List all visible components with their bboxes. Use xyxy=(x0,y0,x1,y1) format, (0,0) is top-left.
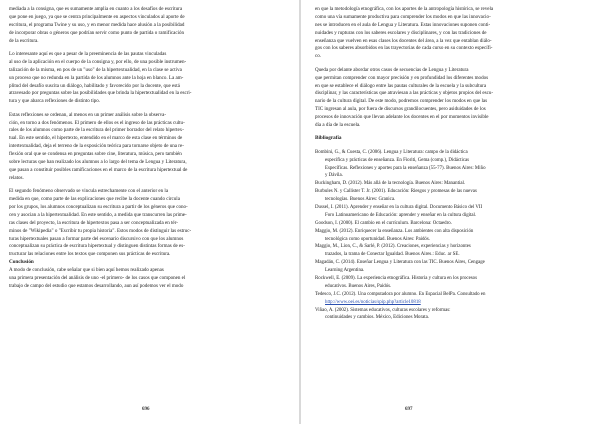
body-line: Estas reflexiones se ordenan, al menos en un primer análisis sobre la observa- xyxy=(9,111,167,118)
body-line: tura y que abarca reflexiones de distinto tipo. xyxy=(9,98,101,105)
bibliography-heading: Bibliografía xyxy=(315,135,342,142)
reference-line: Rockwell, E. (2009). La experiencia etnográfica. Historia y cultura en los procesos xyxy=(315,276,478,281)
body-line: ras clases del proyecto, la escritura de hipertextos pasa a ser conceptualizada en tér- xyxy=(9,219,178,226)
body-line: por los grupos, los alumnos conceptualizan su escritura a partir de los géneros que cono- xyxy=(9,203,188,210)
body-line: que pone en juego, ya que se centra principalmente en aspectos vinculados al aporte de xyxy=(9,13,185,20)
body-line: de incorporar obras o géneros que podrían servir como punto de partida o ramificación xyxy=(9,29,185,36)
reference-line: Burbules N. y Callister T. Jr. (2001). Educación: Riesgos y promesas de las nuevas xyxy=(315,189,477,195)
body-line: El segundo fenómeno observado se vincula estrechamente con el anterior en la xyxy=(9,188,169,195)
body-line: tual. En este sentido, el hipertexto, entendido en el marco de esta clase en términos de xyxy=(9,135,183,142)
body-line: A modo de conclusión, cabe señalar que si bien aquí hemos realizado apenas xyxy=(9,267,164,274)
reference-line: tecnologías. Buenos Aires: Granica. xyxy=(325,197,396,203)
reference-line: Maggio, M. (2012). Enriquecer la enseñanza. Los ambientes con alta disposición xyxy=(315,228,474,234)
reference-line: y Dávila. xyxy=(325,173,343,179)
reference-line: Foro Latinoamericano de Educación: aprender y enseñar en la cultura digital. xyxy=(325,212,477,218)
body-line: flexión oral que se condensa en preguntas sobre cine, literatura, música, pero también xyxy=(9,151,182,158)
body-line: minos de "Wikipedia" o "Escribir tu propia historia". Estos modos de distinguir las estruc- xyxy=(9,227,192,234)
right-page xyxy=(301,0,600,424)
page-number: 697 xyxy=(405,407,413,412)
reference-line: trazados, la trama de Conectar Igualdad. Buenos Aires.: Educ. ar SE. xyxy=(325,252,460,258)
body-line: como una vía sumamente productiva para comprender los modos en que las innovacio- xyxy=(315,13,491,20)
left-page xyxy=(0,0,299,424)
body-line: de la escritura. xyxy=(9,37,39,44)
body-line: mediada a la consigna, que es sumamente amplia en cuanto a los desafíos de escritura xyxy=(9,6,183,12)
reference-line: Tedesco, J.C. (2012). Una computadora por alumno. En Espacial BelPa. Consultado en xyxy=(315,291,486,297)
body-line: gos con los saberes absorbidos en las trayectorias de cada curso en su contexto específi- xyxy=(315,45,493,52)
reference-line: Learning Argentina. xyxy=(325,268,365,274)
body-line: procesos de innovación que llevan adelante los docentes en el por momentos invisible xyxy=(315,114,489,121)
body-line: medida en que, como parte de las explicaciones que recibe la docente cuando circula xyxy=(9,196,180,203)
body-line: día a día de la escuela. xyxy=(315,121,361,128)
body-line: talización de la misma, en pos de un "uso" de la hipertextualidad, en la clase se activa xyxy=(9,66,182,73)
body-line: nes se introducen en el aula de Lengua y Literatura. Estas innovaciones suponen conti- xyxy=(315,21,491,28)
body-line: que permitan comprender con mayor precisión y en profundidad los diferentes modos xyxy=(315,74,489,81)
body-line: disciplinar, y las características que atraviesan a las prácticas y objetos propios del escu- xyxy=(315,90,494,97)
reference-line: Maggio, M., Lion, C., & Sarlé, P. (2012). Creaciones, experiencias y horizontes xyxy=(315,244,471,250)
reference-line: Magadán, C. (2014). Enseñar Lengua y Literatura con las TIC. Buenos Aires, Cengage xyxy=(315,260,485,266)
body-line: trabajo de campo del estudio que estamos desarrollando, aun así podemos ver el modo xyxy=(9,282,184,289)
reference-line: Dussel, I. (2011). Aprender y enseñar en la cultura digital. Documento Básico del VII xyxy=(315,204,483,210)
body-line: intertextualidad, deja el terreno de la exposición teórica para tornarse objeto de una re- xyxy=(9,143,184,150)
body-line: en que se establece el diálogo entre las pautas culturales de la escuela y la subcultura xyxy=(315,82,487,89)
body-line: plitud del desafío suscita un diálogo, habilitado y favorecido por la docente, que está xyxy=(9,82,180,89)
body-line: rales de los alumnos como parte de la escritura del primer borrador del relato hipertex- xyxy=(9,127,184,134)
body-line: TIC ingresan al aula, por fuera de discursos grandilocuentes, pero asiduidades de los xyxy=(315,106,486,113)
body-line: una primera presentación del análisis de uno -el primero- de los casos que componen el xyxy=(9,275,186,281)
reference-line: continuidades y cambios. México, Ediciones Morata. xyxy=(325,315,430,321)
body-line: Lo interesante aquí es que a pesar de la preeminencia de las pautas vinculadas xyxy=(9,50,167,57)
body-line: en que la metodología etnográfica, con los aportes de la antropología histórica, se revela xyxy=(315,6,494,12)
body-line: nario de la cultura digital. De este modo, podremos comprender los modos en que las xyxy=(315,98,488,105)
body-line: nuidades y rupturas con los saberes escolares y disciplinares, y con las tradiciones de xyxy=(315,29,487,36)
body-line: co. xyxy=(315,53,322,60)
reference-line: específica y prácticas de enseñanza. En Fioriti, Gema (comp.), Didácticas xyxy=(325,157,470,163)
body-line: que pasan a constituir posibles ramificaciones en el marco de la escritura hipertextual de xyxy=(9,166,188,173)
reference-line: Buckingham, D. (2012). Más allá de la tecnología. Buenos Aires: Manantial. xyxy=(315,181,466,187)
body-line: Queda por delante abordar otros casos de secuencias de Lengua y Literatura xyxy=(315,66,469,73)
page-number: 696 xyxy=(142,407,150,412)
reference-line: Goodson, I. (2000). El cambio en el currículum. Barcelona: Octaedro. xyxy=(315,220,452,226)
reference-line: tecnológica como oportunidad. Buenos Aires: Paidós. xyxy=(325,236,430,242)
body-line: escritura, el programa Twine y su uso, y en menor medida hace alusión a la posibilidad xyxy=(9,21,185,28)
reference-link[interactable]: http://www.oei.es/noticias/spip.php?article10818 xyxy=(325,299,421,305)
body-line: enseñanza que vuelven en esas clases los docentes del área, a la vez que entablan diálo- xyxy=(315,37,492,44)
reference-line: educativos. Buenos Aires, Paidós. xyxy=(325,283,392,289)
body-line: relatos. xyxy=(9,174,24,181)
body-line: un proceso que no redunda en la partida de los alumnos ante la hoja en blanco. La am- xyxy=(9,74,184,81)
reference-line: Específicas. Reflexiones y aportes para la enseñanza (55-77). Buenos Aires: Miño xyxy=(325,165,486,171)
body-line: cen y asocian a la hipertextualidad. En este sentido, a medida que transcurren las prime- xyxy=(9,211,187,218)
body-line: conceptualizan su práctica de escritura hipertextual y distinguen distintas formas de es- xyxy=(9,243,185,250)
reference-line: Bombini, G., & Cuesta, C. (2006). Lengua y Literatura: campo de la didáctica xyxy=(315,149,468,155)
body-line: al uso de la aplicación en el cuerpo de la consigna y, por ello, de una posible instrumen- xyxy=(9,58,187,65)
section-heading: Conclusión xyxy=(9,259,34,266)
body-line: turas hipertextuales pasan a formar parte del escenario discursivo con que los alumnos xyxy=(9,235,184,242)
body-line: atravesado por preguntas sobre las posibilidades que brinda la hipertextualidad en la escri- xyxy=(9,90,192,97)
body-line: sobre lecturas que han realizado los alumnos a lo largo del tema de Lengua y Literatura, xyxy=(9,159,187,166)
reference-line: Viñao, A. (2002). Sistemas educativos, culturas escolares y reformas: xyxy=(315,307,451,313)
body-line: tructurar las relaciones entre los textos que componen sus prácticas de escritura. xyxy=(9,251,171,258)
body-line: ción, en torno a dos fenómenos. El primero de ellos es el ingreso de las prácticas cultu- xyxy=(9,119,185,126)
